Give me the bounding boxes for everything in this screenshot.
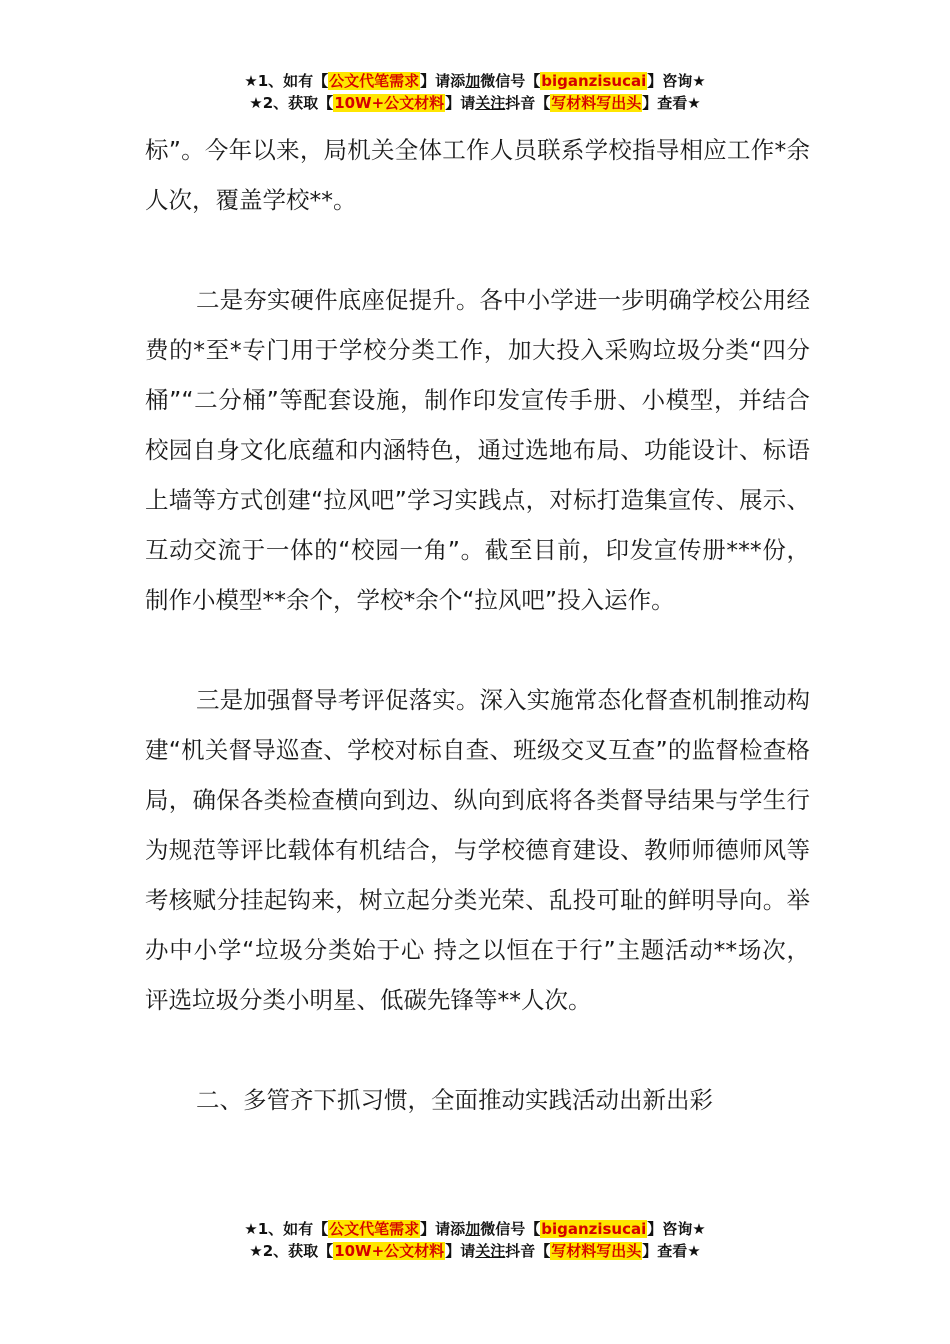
- promo-highlight: 公文代笔需求: [329, 72, 420, 90]
- promo-text: ★2、获取【: [249, 94, 334, 112]
- promo-text: ★1、如有【: [244, 1220, 329, 1238]
- promo-banner-bottom: [0, 1218, 950, 1262]
- promo-text: 】请添: [420, 1220, 466, 1238]
- promo-line-2: [0, 1240, 950, 1262]
- promo-line-1: [0, 70, 950, 92]
- promo-wechat-id: biganzisucai: [541, 1220, 647, 1238]
- promo-text: ★2、获取【: [249, 1242, 334, 1260]
- promo-text: 】查看★: [642, 94, 701, 112]
- paragraph-hardware: 二是夯实硬件底座促提升。各中小学进一步明确学校公用经费的*至*专门用于学校分类工作，加大投入采购垃圾分类“四分桶”“二分桶”等配套设施，制作印发宣传手册、小模型，并结合校园自身文化底蕴和内涵特色，通过选地布局、功能设计、标语上墙等方式创建“拉风吧”学习实践点，对标打造集宣传、展示、互动交流于一体的“校园一角”。截至目前，印发宣传册***份，制作小模型**余个，学校*余个“拉风吧”投入运作。: [145, 286, 810, 614]
- promo-text: 】咨询★: [647, 72, 706, 90]
- promo-douyin-name: 写材料写出头: [551, 94, 642, 112]
- document-body: [145, 125, 810, 1125]
- promo-line-1: [0, 1218, 950, 1240]
- promo-banner-top: [0, 70, 950, 114]
- promo-line-2: [0, 92, 950, 114]
- promo-underline: 关注: [475, 1242, 506, 1260]
- paragraph-continued: 标”。今年以来，局机关全体工作人员联系学校指导相应工作*余人次，覆盖学校**。: [145, 136, 810, 214]
- promo-text: 】查看★: [642, 1242, 701, 1260]
- promo-underline: 加: [465, 72, 481, 90]
- promo-underline: 加: [465, 1220, 481, 1238]
- promo-highlight: 10W+公文材料: [334, 1242, 445, 1260]
- promo-highlight: 10W+公文材料: [334, 94, 445, 112]
- promo-wechat-id: biganzisucai: [541, 72, 647, 90]
- promo-highlight: 公文代笔需求: [329, 1220, 420, 1238]
- promo-text: 】请: [445, 1242, 476, 1260]
- promo-douyin-name: 写材料写出头: [551, 1242, 642, 1260]
- promo-underline: 关注: [475, 94, 506, 112]
- paragraph-supervision: 三是加强督导考评促落实。深入实施常态化督查机制推动构建“机关督导巡查、学校对标自查、班级交叉互查”的监督检查格局，确保各类检查横向到边、纵向到底将各类督导结果与学生行为规范等评比载体有机结合，与学校德育建设、教师师德师风等考核赋分挂起钩来，树立起分类光荣、乱投可耻的鲜明导向。举办中小学“垃圾分类始于心 持之以恒在于行”主题活动**场次，评选垃圾分类小明星、低碳先锋等**人次。: [145, 686, 810, 1014]
- promo-text: 抖音【: [505, 1242, 551, 1260]
- promo-text: ★1、如有【: [244, 72, 329, 90]
- section-heading: 二、多管齐下抓习惯，全面推动实践活动出新出彩: [196, 1086, 713, 1114]
- promo-text: 】请添: [420, 72, 466, 90]
- promo-text: 微信号【: [480, 1220, 541, 1238]
- promo-text: 微信号【: [480, 72, 541, 90]
- promo-text: 抖音【: [505, 94, 551, 112]
- promo-text: 】请: [445, 94, 476, 112]
- promo-text: 】咨询★: [647, 1220, 706, 1238]
